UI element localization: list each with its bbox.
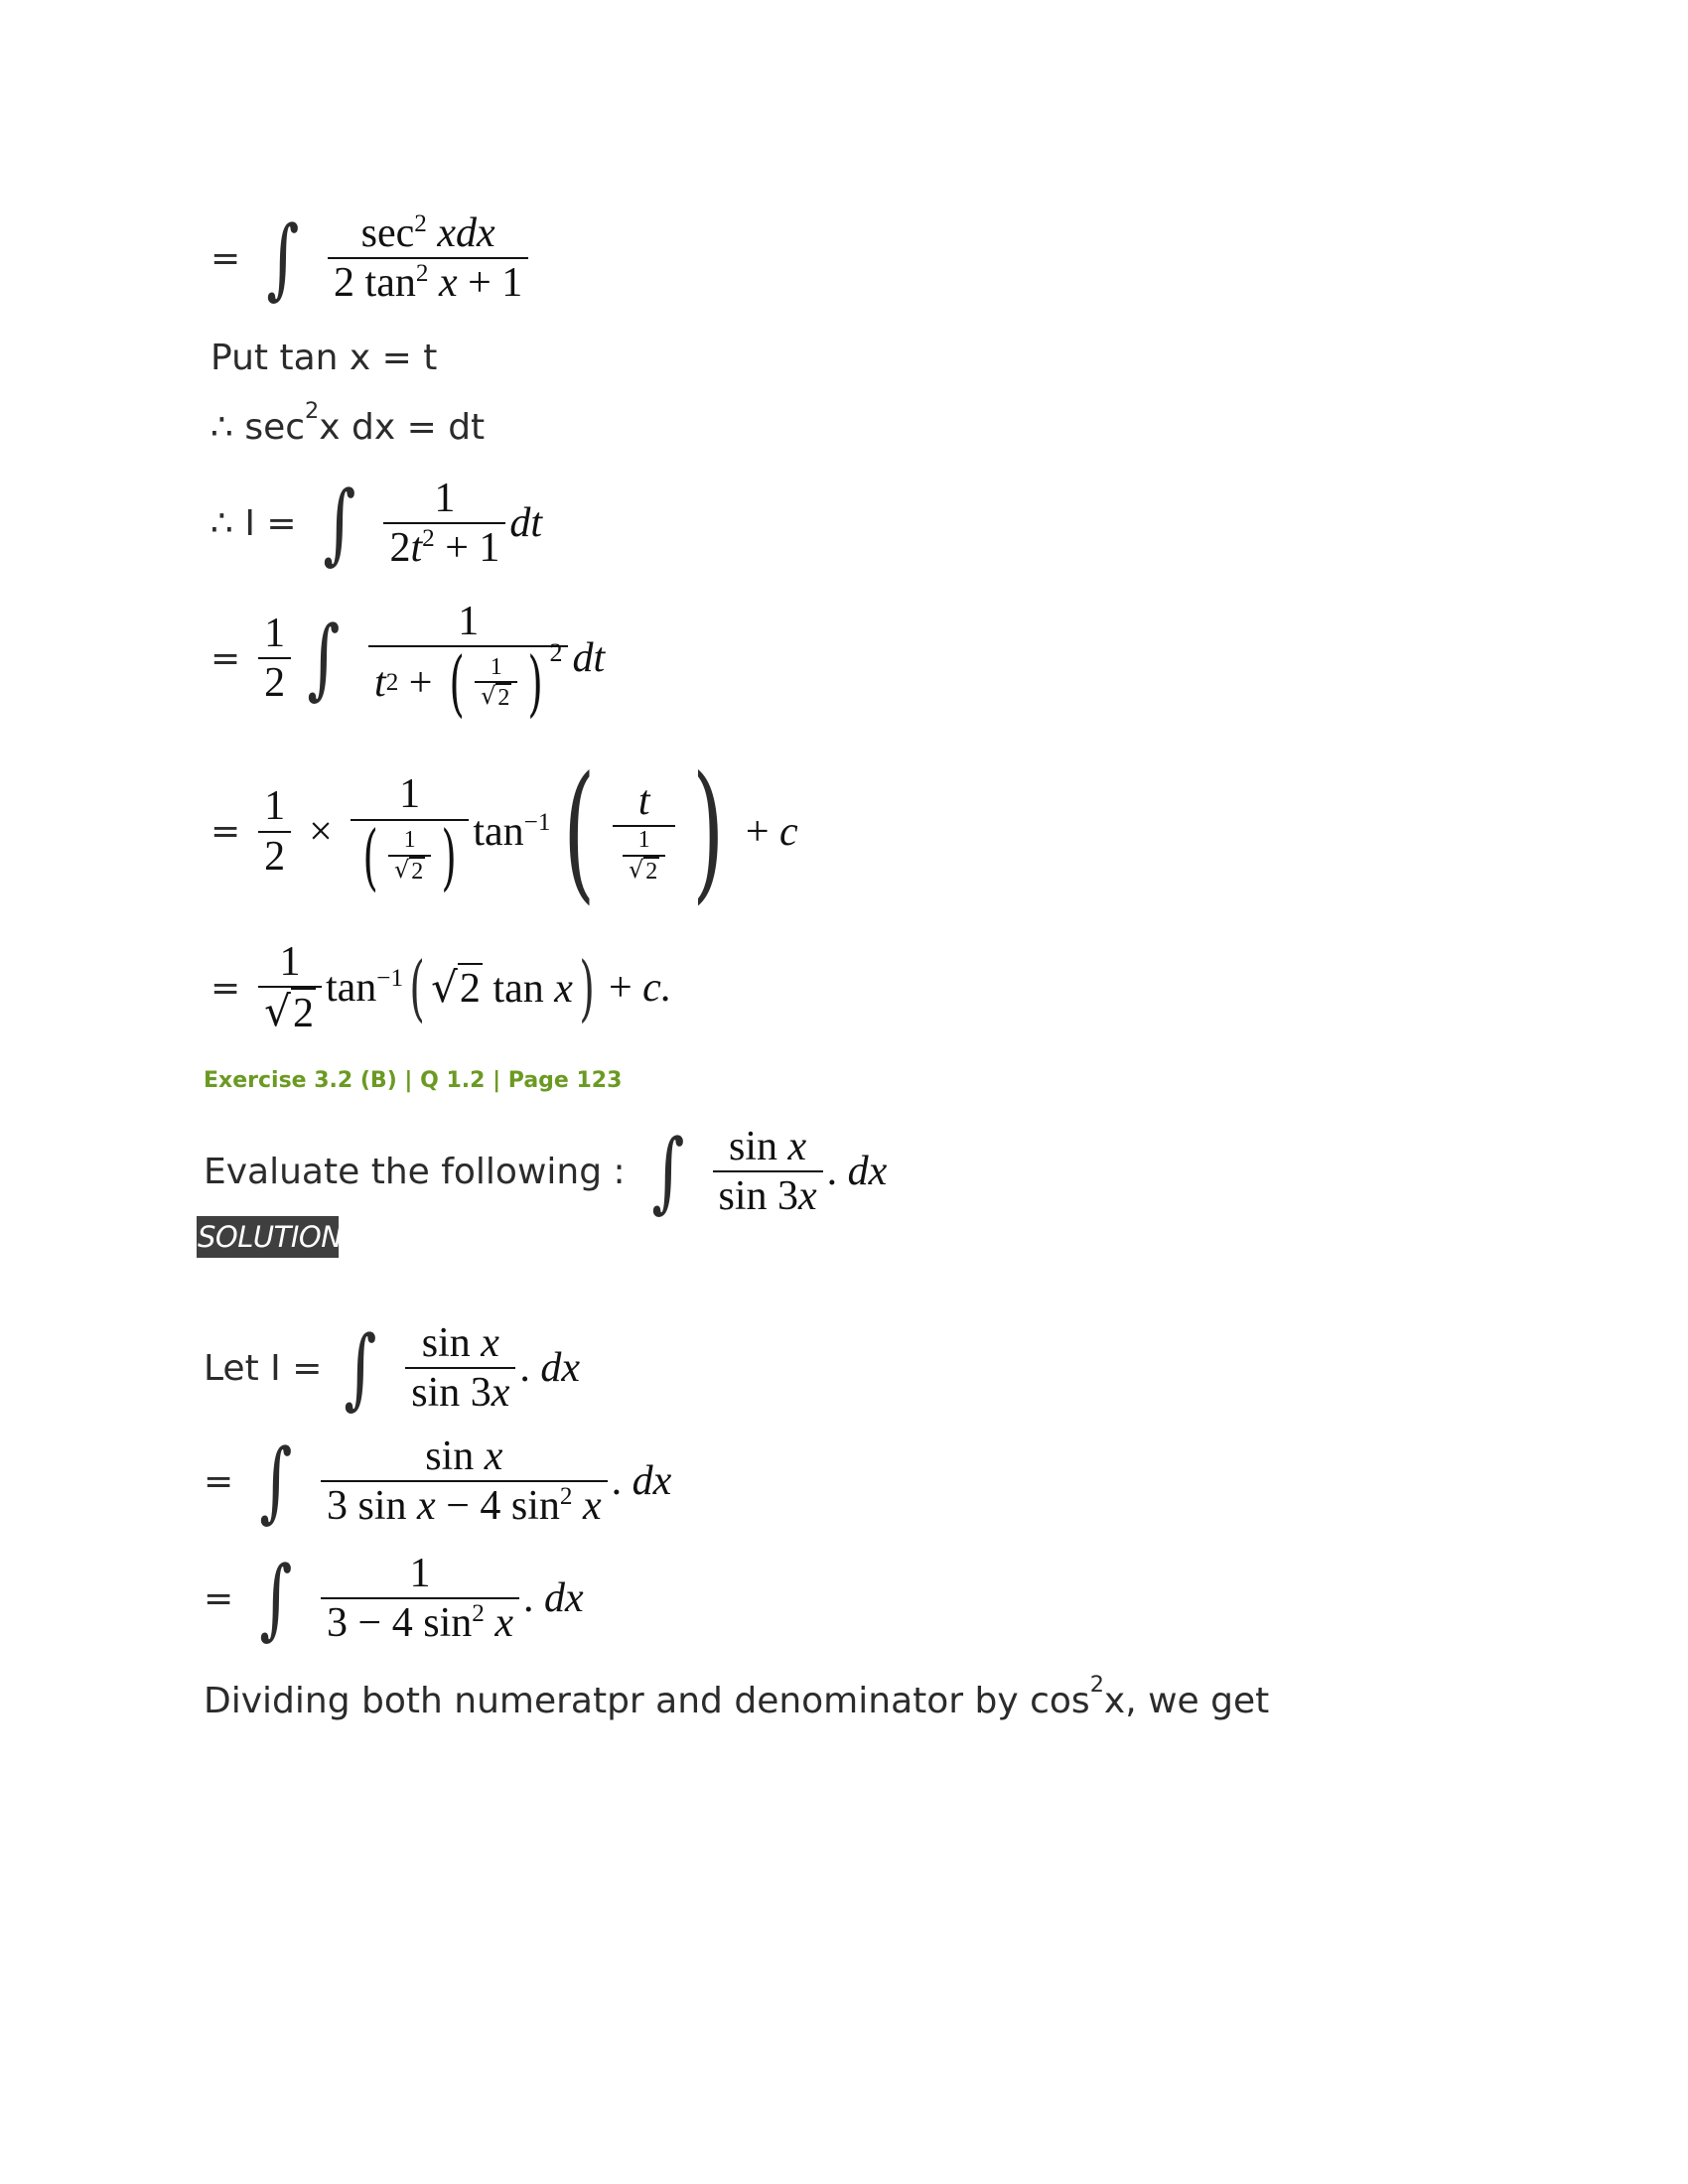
sec-exponent: 2 — [305, 398, 320, 425]
fraction-half: $\frac{1}{2}$ — [258, 610, 291, 708]
fraction: $\frac{\text{sin x}}{3 \sin x - 4 \sin^2 x}$ — [321, 1433, 608, 1531]
times-sign: × — [309, 808, 333, 855]
solution-let: Let I = ∫ $\frac{\text{sin x}}{\sin 3x}$ . dx — [204, 1316, 581, 1419]
fraction: 1 √ 2 — [258, 938, 322, 1038]
fraction: $\frac{\sec^2 xdx}{2 \tan^2 x + 1}$ — [328, 209, 528, 308]
fraction: 1 t 2 + ( 1 √ 2 ) 2 — [368, 598, 568, 719]
equals-sign: = — [211, 637, 241, 679]
fraction: $\frac{1}{3 - 4 \sin^2 x}$ — [321, 1550, 519, 1648]
solution-expand: = ∫ $\frac{\text{sin x}}{3 \sin x - 4 \sin^2 x}$ . dx — [204, 1430, 672, 1532]
dt: dt — [509, 500, 543, 546]
put-tan-text: Put tan x = t — [211, 337, 438, 378]
fraction: $\frac{1}{2t^2 + 1}$ — [383, 475, 505, 573]
let-label: Let I = — [204, 1347, 323, 1389]
integral-sign: ∫ — [344, 1316, 377, 1419]
dt: dt — [572, 635, 606, 681]
integral-sign: ∫ — [259, 1547, 293, 1649]
step-line-half — [211, 584, 605, 733]
step-line-arctan: = $\frac{1}{2}$ × 1 ( 1 √ 2 ) $\tan^{-1}$ ( t 1 √ 2 ) + c — [211, 745, 798, 918]
integral-sign: ∫ — [651, 1120, 685, 1222]
question-line: Evaluate the following : ∫ $\frac{\text{sin x}}{\sin 3x}$ . dx — [204, 1120, 888, 1222]
step-line-1 — [211, 199, 532, 318]
divide-suffix: x, we get — [1103, 1680, 1270, 1721]
divide-exponent: 2 — [1089, 1672, 1104, 1699]
fraction: $\frac{\text{sin x}}{\sin 3x}$ — [405, 1319, 515, 1418]
fraction-half: $\frac{1}{2}$ — [258, 782, 291, 881]
exercise-reference: Exercise 3.2 (B) | Q 1.2 | Page 123 — [204, 1068, 623, 1093]
integral-sign: ∫ — [266, 206, 300, 309]
step-line-result: = 1 √ 2 $\tan^{-1}$ ( √ 2 tan x ) + c. — [211, 938, 672, 1036]
equals-sign: = — [211, 967, 241, 1009]
solution-badge: SOLUTION — [197, 1216, 339, 1258]
step-put-tan — [211, 333, 437, 382]
fraction: 1 ( 1 √ 2 ) — [351, 770, 469, 891]
divide-prefix: Dividing both numeratpr and denominator by cos — [204, 1680, 1090, 1721]
solution-divide — [204, 1672, 1270, 1725]
equals-sign: = — [204, 1460, 234, 1502]
equals-sign: = — [211, 811, 241, 852]
question-prompt: Evaluate the following : — [204, 1151, 626, 1192]
solution-simplify: = ∫ $\frac{1}{3 - 4 \sin^2 x}$ . dx — [204, 1547, 584, 1649]
integral-sign: ∫ — [322, 472, 356, 574]
sec-suffix: x dx = dt — [319, 406, 486, 448]
equals-sign: = — [204, 1577, 234, 1619]
fraction: t 1 √ 2 — [613, 777, 675, 886]
integral-sign: ∫ — [259, 1430, 293, 1532]
step-sec-dx — [211, 398, 486, 452]
integral-sign: ∫ — [307, 607, 341, 709]
therefore-i: ∴ I = — [211, 502, 297, 544]
sec-prefix: ∴ sec — [211, 406, 306, 448]
step-line-i — [211, 469, 542, 578]
fraction: $\frac{\text{sin x}}{\sin 3x}$ — [713, 1123, 823, 1221]
equals-sign: = — [211, 237, 241, 279]
